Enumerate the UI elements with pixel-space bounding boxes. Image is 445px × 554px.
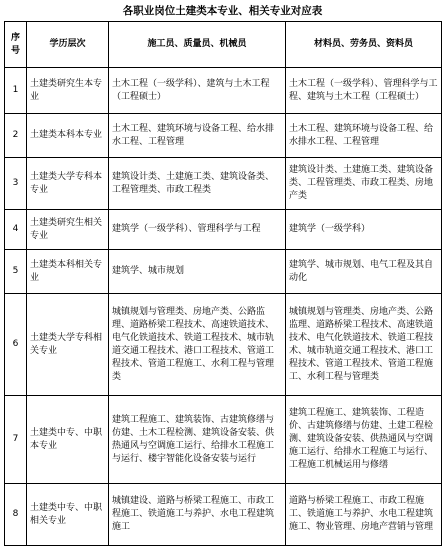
row-number: 8 xyxy=(5,484,27,546)
row-education-level: 土建类研究生本专业 xyxy=(27,68,109,114)
row-education-level: 土建类中专、中职本专业 xyxy=(27,396,109,484)
table-title: 各职业岗位土建类本专业、相关专业对应表 xyxy=(122,5,323,17)
table-row xyxy=(5,68,442,114)
table-row xyxy=(5,158,442,210)
row-number: 7 xyxy=(5,396,27,484)
table-row xyxy=(5,294,442,396)
table-row xyxy=(5,396,442,484)
row-group2-majors: 城镇规划与管理类、房地产类、公路监理、道路桥梁工程技术、高速铁道技术、电气化铁道技术、铁道工程技术、城市轨道交通工程技术、港口工程技术、管道工程技术、管道工程施工、水利工程与管理类 xyxy=(286,294,442,396)
row-group2-majors: 土木工程、建筑环境与设备工程、给水排水工程、工程管理 xyxy=(286,114,442,158)
row-number: 6 xyxy=(5,294,27,396)
row-group1-majors: 土木工程、建筑环境与设备工程、给水排水工程、工程管理 xyxy=(109,114,286,158)
header-level: 学历层次 xyxy=(27,22,109,68)
header-group2: 材料员、劳务员、资料员 xyxy=(286,22,442,68)
header-group1: 施工员、质量员、机械员 xyxy=(109,22,286,68)
row-education-level: 土建类本科相关专业 xyxy=(27,250,109,294)
row-group1-majors: 建筑学、城市规划 xyxy=(109,250,286,294)
row-group1-majors: 建筑设计类、土建施工类、建筑设备类、工程管理类、市政工程类 xyxy=(109,158,286,210)
row-group2-majors: 建筑学、城市规划、电气工程及其自动化 xyxy=(286,250,442,294)
row-group2-majors: 建筑工程施工、建筑装饰、工程造价、古建筑修缮与仿建、土建工程检测、建筑设备安装、供热通风与空调施工运行、给排水工程施工与运行、工程施工机械运用与修缮 xyxy=(286,396,442,484)
header-row xyxy=(5,22,442,68)
row-group2-majors: 土木工程（一级学科）、管理科学与工程、建筑与土木工程（工程硕士） xyxy=(286,68,442,114)
row-group1-majors: 建筑学（一级学科）、管理科学与工程 xyxy=(109,210,286,250)
row-number: 1 xyxy=(5,68,27,114)
table-row xyxy=(5,250,442,294)
row-group2-majors: 道路与桥梁工程施工、市政工程施工、铁道施工与养护、水电工程建筑施工、物业管理、房地产营销与管理 xyxy=(286,484,442,546)
row-group2-majors: 建筑学（一级学科） xyxy=(286,210,442,250)
row-number: 4 xyxy=(5,210,27,250)
row-education-level: 土建类中专、中职相关专业 xyxy=(27,484,109,546)
row-education-level: 土建类研究生相关专业 xyxy=(27,210,109,250)
row-number: 2 xyxy=(5,114,27,158)
row-group1-majors: 城镇建设、道路与桥梁工程施工、市政工程施工、铁道施工与养护、水电工程建筑施工 xyxy=(109,484,286,546)
row-group1-majors: 土木工程（一级学科）、建筑与土木工程（工程硕士） xyxy=(109,68,286,114)
row-education-level: 土建类大学专科相关专业 xyxy=(27,294,109,396)
row-number: 5 xyxy=(5,250,27,294)
row-education-level: 土建类大学专科本专业 xyxy=(27,158,109,210)
table-row xyxy=(5,114,442,158)
row-group1-majors: 城镇规划与管理类、房地产类、公路监理、道路桥梁工程技术、高速铁道技术、电气化铁道技术、铁道工程技术、城市轨道交通工程技术、港口工程技术、管道工程技术、管道工程施工、水利工程与管理类 xyxy=(109,294,286,396)
row-group1-majors: 建筑工程施工、建筑装饰、古建筑修缮与仿建、土木工程检测、建筑设备安装、供热通风与空调施工运行、给排水工程施工与运行、楼宇智能化设备安装与运行 xyxy=(109,396,286,484)
header-no: 序号 xyxy=(5,22,27,68)
table-row xyxy=(5,484,442,546)
row-number: 3 xyxy=(5,158,27,210)
table-row xyxy=(5,210,442,250)
row-education-level: 土建类本科本专业 xyxy=(27,114,109,158)
row-group2-majors: 建筑设计类、土建施工类、建筑设备类、工程管理类、市政工程类、房地产类 xyxy=(286,158,442,210)
major-correspondence-table xyxy=(4,21,442,546)
